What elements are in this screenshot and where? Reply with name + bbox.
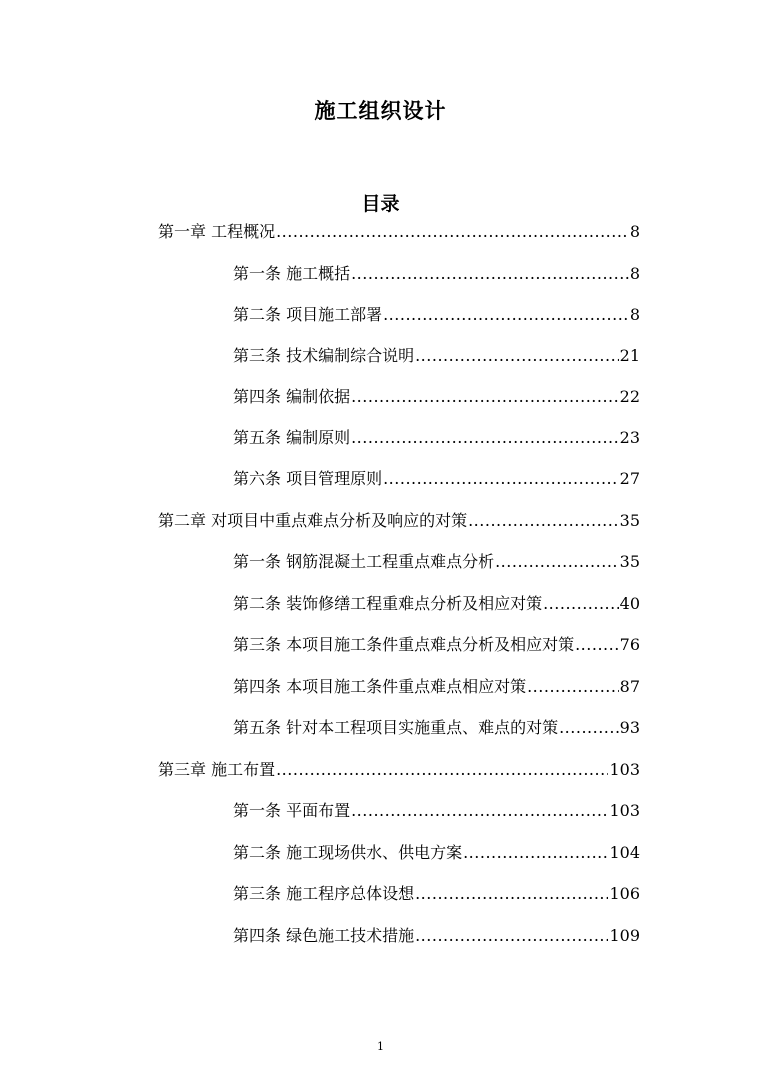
toc-entry-page: 21 [619,346,640,365]
dot-leader [383,467,619,491]
toc-section-1-4[interactable] [233,385,640,409]
toc-entry-label: 第四条 编制依据 [233,387,351,406]
toc-section-1-2[interactable] [233,303,640,327]
toc-entry-page: 93 [619,718,640,737]
toc-entry-page: 8 [629,305,640,324]
toc-entry-label: 第二条 项目施工部署 [233,305,383,324]
toc-section-3-2[interactable] [233,841,640,865]
dot-leader [415,924,608,948]
dot-leader [495,550,619,574]
toc-entry-page: 76 [619,635,640,654]
toc-section-2-1[interactable] [233,550,640,574]
dot-leader [276,758,608,782]
document-title: 施工组织设计 [314,99,447,123]
toc-entry-label: 第四条 本项目施工条件重点难点相应对策 [233,677,527,696]
toc-entry-page: 23 [619,428,640,447]
toc-entry-page: 106 [609,884,640,903]
toc-entry-label: 第一条 施工概括 [233,264,351,283]
toc-entry-label: 第三条 施工程序总体设想 [233,884,415,903]
dot-leader [351,262,629,286]
toc-entry-page: 103 [609,760,640,779]
toc-chapter-3[interactable] [158,758,640,782]
toc-section-1-5[interactable] [233,426,640,450]
toc-section-1-1[interactable] [233,262,640,286]
toc-section-2-2[interactable] [233,592,640,616]
toc-entry-page: 87 [619,677,640,696]
dot-leader [276,220,629,244]
toc-section-1-6[interactable] [233,467,640,491]
toc-entry-page: 22 [619,387,640,406]
toc-entry-page: 35 [619,552,640,571]
toc-chapter-2[interactable] [158,509,640,533]
toc-section-3-3[interactable] [233,882,640,906]
dot-leader [463,841,608,865]
toc-entry-label: 第二条 装饰修缮工程重难点分析及相应对策 [233,594,543,613]
toc-section-1-3[interactable] [233,344,640,368]
dot-leader [351,426,619,450]
toc-section-2-4[interactable] [233,675,640,699]
toc-entry-label: 第六条 项目管理原则 [233,469,383,488]
toc-section-3-4[interactable] [233,924,640,948]
dot-leader [351,385,619,409]
toc-entry-label: 第一条 平面布置 [233,801,351,820]
dot-leader [351,799,608,823]
toc-entry-page: 40 [619,594,640,613]
toc-entry-page: 27 [619,469,640,488]
dot-leader [575,633,619,657]
toc-entry-page: 103 [609,801,640,820]
toc-entry-label: 第四条 绿色施工技术措施 [233,926,415,945]
toc-entry-label: 第二章 对项目中重点难点分析及响应的对策 [158,511,468,530]
toc-entry-page: 8 [629,222,640,241]
toc-entry-label: 第三章 施工布置 [158,760,276,779]
toc-entry-label: 第三条 技术编制综合说明 [233,346,415,365]
dot-leader [468,509,619,533]
toc-entry-label: 第三条 本项目施工条件重点难点分析及相应对策 [233,635,575,654]
toc-entry-label: 第二条 施工现场供水、供电方案 [233,843,463,862]
dot-leader [415,882,608,906]
toc-section-2-5[interactable] [233,716,640,740]
page-number: 1 [377,1040,384,1053]
dot-leader [383,303,629,327]
toc-entry-label: 第一条 钢筋混凝土工程重点难点分析 [233,552,495,571]
toc-entry-label: 第一章 工程概况 [158,222,276,241]
toc-entry-page: 35 [619,511,640,530]
toc-entry-page: 109 [609,926,640,945]
toc-section-3-1[interactable] [233,799,640,823]
dot-leader [543,592,619,616]
dot-leader [415,344,619,368]
dot-leader [559,716,619,740]
dot-leader [527,675,619,699]
toc-entry-label: 第五条 编制原则 [233,428,351,447]
toc-entry-page: 8 [629,264,640,283]
toc-entry-label: 第五条 针对本工程项目实施重点、难点的对策 [233,718,559,737]
toc-section-2-3[interactable] [233,633,640,657]
toc-heading: 目录 [361,193,400,215]
toc-chapter-1[interactable] [158,220,640,244]
toc-entry-page: 104 [609,843,640,862]
